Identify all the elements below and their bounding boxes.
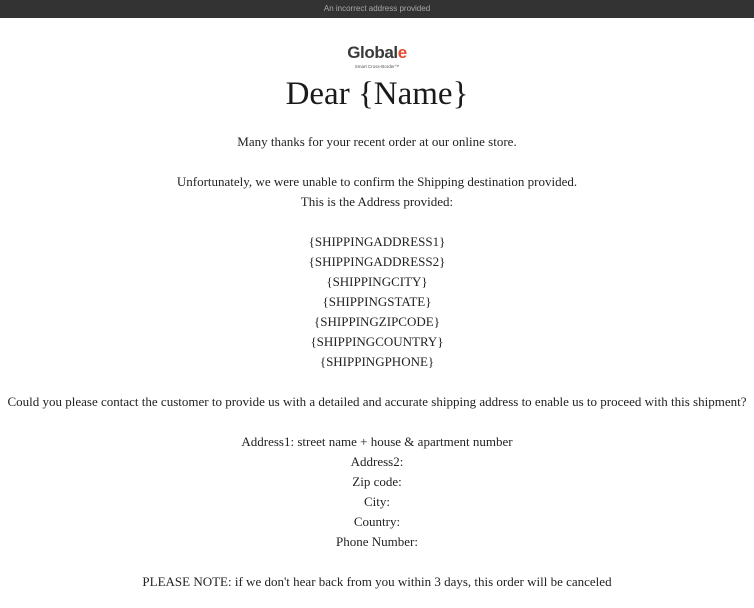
required-fields-list bbox=[0, 432, 754, 552]
form-line: Address1: street name + house & apartment number bbox=[241, 434, 513, 449]
provided-address bbox=[0, 232, 754, 372]
logo-e-icon: e bbox=[397, 43, 407, 62]
form-line: Address2: bbox=[350, 454, 404, 469]
address-field: {SHIPPINGCITY} bbox=[326, 274, 428, 289]
email-subject-bar bbox=[0, 0, 754, 18]
form-line: Phone Number: bbox=[336, 534, 418, 549]
logo-tagline: Smart Cross-Border™ bbox=[354, 64, 400, 69]
address-field: {SHIPPINGSTATE} bbox=[322, 294, 432, 309]
email-body bbox=[0, 132, 754, 592]
greeting-heading: Dear {Name} bbox=[285, 76, 469, 112]
form-line: Country: bbox=[353, 514, 401, 529]
globale-logo bbox=[0, 44, 754, 71]
cancellation-note: PLEASE NOTE: if we don't hear back from you within 3 days, this order will be canceled bbox=[142, 574, 612, 589]
address-field: {SHIPPINGADDRESS2} bbox=[308, 254, 446, 269]
logo-wordmark bbox=[347, 44, 407, 61]
unable-text: Unfortunately, we were unable to confirm the Shipping destination provided. bbox=[176, 174, 578, 189]
address-field: {SHIPPINGCOUNTRY} bbox=[310, 334, 444, 349]
email-subject: An incorrect address provided bbox=[323, 4, 431, 13]
request-text: Could you please contact the customer to provide us with a detailed and accurate shipping address to enable us to proceed with this shipment? bbox=[7, 394, 747, 409]
address-field: {SHIPPINGPHONE} bbox=[319, 354, 435, 369]
intro-text: Many thanks for your recent order at our online store. bbox=[237, 134, 517, 149]
address-field: {SHIPPINGZIPCODE} bbox=[314, 314, 440, 329]
form-line: Zip code: bbox=[352, 474, 402, 489]
logo-word-main: Global bbox=[347, 43, 398, 62]
form-line: City: bbox=[363, 494, 390, 509]
address-intro-text: This is the Address provided: bbox=[300, 194, 454, 209]
address-field: {SHIPPINGADDRESS1} bbox=[308, 234, 446, 249]
